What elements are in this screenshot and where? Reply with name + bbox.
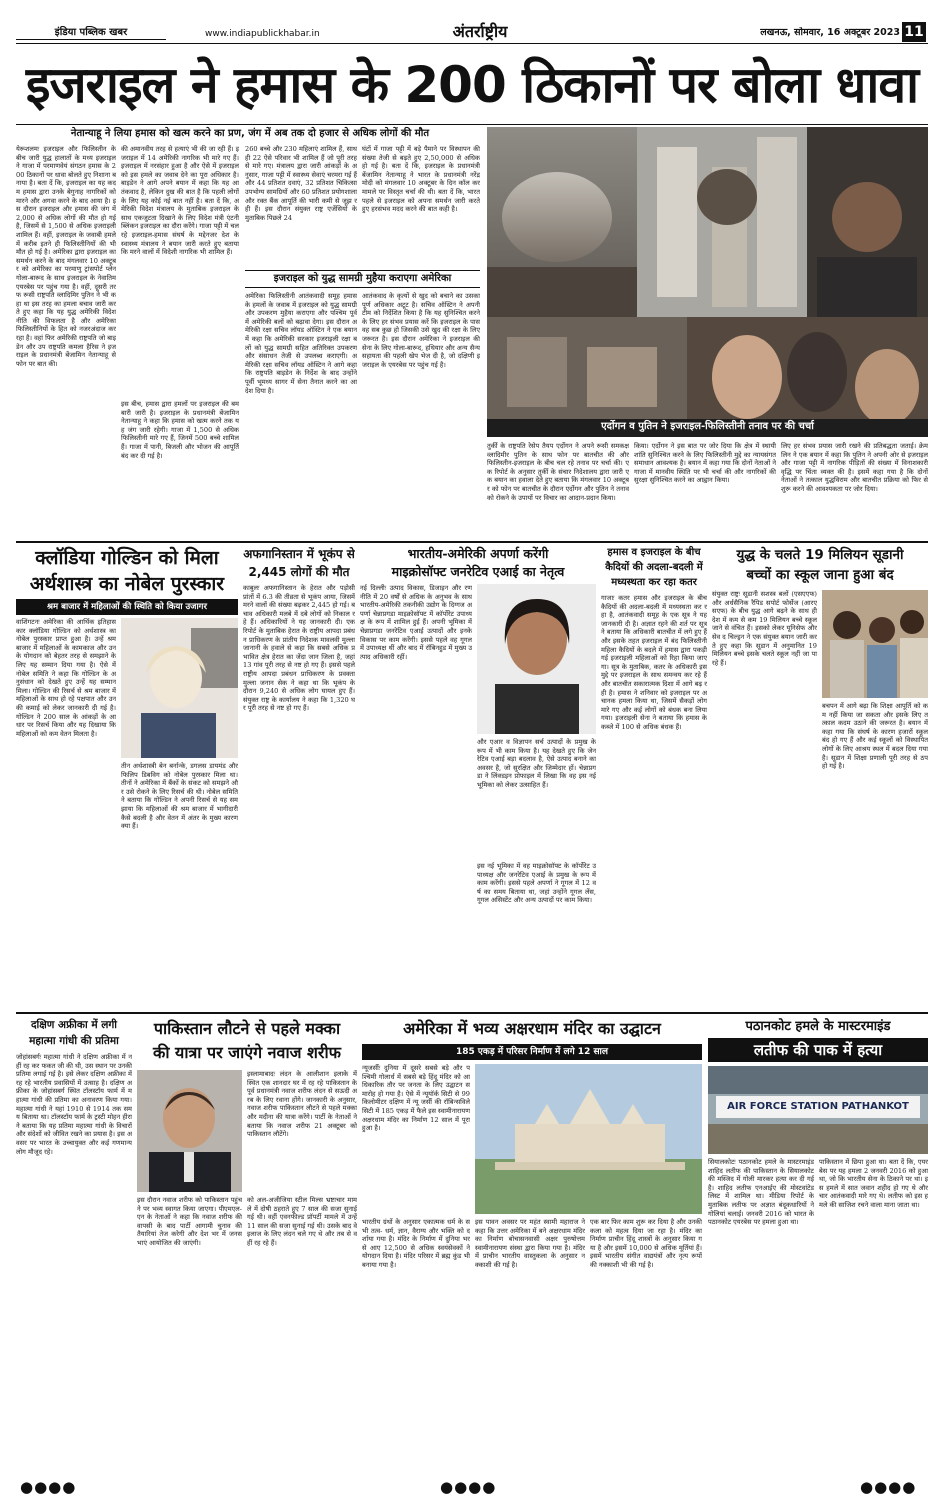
pathankot-headline-1: पठानकोट हमले के मास्टरमाइंड <box>745 1019 891 1034</box>
prisoners-body: गाजाः कतर हमास और इजराइल के बीच कैदियों की अदला-बदली में मध्यस्थता कर रहा है, आतंकवादी समूह के एक सूत्र ने यह जानकारी दी है। अज्ञात रहने की शर्त पर सूत्र ने बताया कि अधिकारी बातचीत में लगे हुए हैं और इसके तहत इजराइल में बंद फिलिस्तीनी महिला कैदियों के बदले में हमास द्वारा पकड़ी गई इजराइली महिलाओं को रिहा किया जाएगा। सूत्र के मुताबिक, कतर के अधिकारी इस मुद्दे पर इजराइल के साथ समन्वय कर रहे हैं और बातचीत सकारात्मक दिशा में आगे बढ़ रही है। हमास ने शनिवार को इजराइल पर अचानक हमला किया था, जिसमें सैकड़ों लोग मारे गए और कई लोगों को बंधक बना लिया गया। इजराइली सेना ने बताया कि हमास के कब्जे में 100 से अधिक बंधक हैं। <box>601 594 707 731</box>
lead-col-1: येरूशलमः इजराइल और फिलिस्तीन के बीच जारी युद्ध हालातों के मध्य इजराइल ने गाजा में परमाणवेयं संगठन हमास के 200 ठिकानों पर धावा बोलते हुए निशाना बनाया है। बता दें कि, इजराइल का यह कदम हमास द्वारा उनके बेगुनाह नागरिकों को मारने और अगवा करने के बाद आया है। इस दौरान इजराइल और हमास की जंग में 2,000 से अधिक लोगों की मौत हो गई है, जिसमें से 1,500 से अधिक इजराइली शामिल हैं। वहीं, इजराइल के जवाबी हमले में करीब इतने ही फिलिस्तीनियों की भी मौत हो गई है। अमेरिका द्वारा इजराइल का समर्थन करने के बाद मंगलवार 10 अक्टूबर को अमेरिका का परमाणु ट्रांसपोर्ट प्लेन गोला-बारूद के साथ इजराइल के नेवातिम एयरबेस पर पहुंच गया है। वहीं, दूसरी तरफ रूसी राष्ट्रपति व्लादिमिर पुतिन ने भी कहा था इस तरह का हमला बचाव जारी करते हुए कहा कि यह युद्ध अमेरिकी विदेश नीति की विफलता है और अमेरिका फिलिस्तीनियों के हित को नजरअंदाज कर रहा है। वहां फिर अमेरिकी राष्ट्रपति जो बाइडेन और उप राष्ट्रपति कमला हैरिस ने इजराइल के प्रधानमंत्री बेंजामिन नेतान्याहू से फोन पर बात की। <box>16 145 116 368</box>
sudan-headline-2: बच्चों का स्कूल जाना हुआ बंद <box>746 567 894 583</box>
prisoners-headline-3: मध्यस्थता कर रहा कतर <box>611 577 697 588</box>
lead-photo <box>487 127 928 437</box>
aparna-headline-1: भारतीय-अमेरिकी अपर्णा करेंगी <box>407 546 549 561</box>
lead-headline: इजराइल ने हमास के 200 ठिकानों पर बोला धावा <box>25 56 919 114</box>
top-bar <box>0 0 945 44</box>
nobel-photo-art <box>121 618 238 758</box>
pathankot-body-2: पाकिस्तान में छिपा हुआ था। बता दें कि, एयरबेस पर यह हमला 2 जनवरी 2016 को हुआ था, जो कि भारतीय सेना के ठिकाने पर था। इस हमले में सात जवान शहीद हो गए थे और चार आतंकवादी मारे गए थे। लतीफ को इस हमले की साजिश रचने वाला माना जाता था। <box>819 1158 928 1209</box>
section-rule-1 <box>16 541 928 543</box>
erdogan-col-3: लिए हर संभव प्रयास जारी रखने की प्रतिबद्धता जताई। क्रेमलिन ने एक बयान में कहा कि पुतिन ने अपनी ओर से इजराइल और गाजा पट्टी में नागरिक पीड़ितों की संख्या में विनाशकारी वृद्धि पर चिंता व्यक्त की है। इसमें कहा गया है कि दोनों नेताओं ने तत्काल युद्धविराम और बातचीत प्रक्रिया को फिर से शुरू करने की आवश्यकता पर जोर दिया। <box>781 442 928 493</box>
aparna-body-3: इस नई भूमिका में वह माइक्रोसॉफ्ट के कॉर्पोरेट उपाध्यक्ष और जनरेटिव एआई के प्रमुख के रूप में काम करेंगी। इससे पहले अपर्णा ने गूगल में 12 वर्ष का समय बिताया था, जहां उन्होंने गूगल लेंस, गूगल असिस्टेंट और अन्य उत्पादों पर काम किया। <box>477 862 596 905</box>
gandhi-headline-2: महात्मा गांधी की प्रतिमा <box>29 1035 119 1047</box>
sudan-photo-art <box>822 590 928 698</box>
akshardham-photo <box>475 1064 702 1214</box>
nobel-headline-2: अर्थशास्त्र का नोबेल पुरस्कार <box>29 573 225 595</box>
issue-date: लखनऊ, सोमवार, 16 अक्टूबर 2023 <box>760 27 900 38</box>
nobel-subhead: श्रम बाजार में महिलाओं की स्थिति को किया उजागर <box>47 602 207 612</box>
aparna-photo <box>477 584 596 734</box>
lead-col-3: 260 बच्चे और 230 महिलाएं शामिल हैं, साथ ही 22 ऐसे परिवार भी शामिल हैं जो पूरी तरह से मारे गए। मंत्रालय द्वारा जारी आंकड़ों के अनुसार, गाजा पट्टी में स्वास्थ्य सेवाएं चरमरा गई हैं और 44 प्रतिशत दवाएं, 32 प्रतिशत चिकित्सा उपभोग्य सामग्रियों और 60 प्रतिशत प्रयोगशाला और रक्त बैंक आपूर्ति की भारी कमी से जूझ रही हैं। इस दौरान संयुक्त राष्ट्र एजेंसियों के मुताबिक पिछले 24 <box>245 145 357 222</box>
section-rule-2 <box>16 1012 928 1014</box>
page-number: 11 <box>904 24 924 40</box>
afghan-headline-1: अफगानिस्तान में भूकंप से <box>243 547 355 561</box>
nobel-body-2: तीन अर्थशास्त्री बेन बर्नान्के, डगलस डायमंड और फिलिप डिबविग को नोबेल पुरस्कार मिला था। तीनों ने अमेरिका में बैंकों के संकट को समझने और उसे रोकने के लिए रिसर्च की थी। नोबेल समिति ने बताया कि गोल्डिन ने अपनी रिसर्च से यह समझाया कि महिलाओं की श्रम बाजार में भागीदारी कैसे बदली है और वेतन में अंतर के मुख्य कारण क्या हैं। <box>121 762 238 831</box>
aparna-headline-2: माइक्रोसॉफ्ट जनरेटिव एआई का नेतृत्व <box>391 564 565 579</box>
aparna-body: नई दिल्लीः उत्पाद विकास, डिजाइन और रणनीति में 20 वर्षों से अधिक के अनुभव के साथ भारतीय-अमेरिकी तकनीकी उद्योग के दिग्गज अपर्णा चेन्नाप्रगडा माइक्रोसॉफ्ट में कॉर्पोरेट उपाध्यक्ष के रूप में शामिल हुई हैं। अपनी भूमिका में चेन्नाप्रगडा जनरेटिव एआई उत्पादों और इनके विकास पर काम करेंगी। इससे पहले वह गूगल में उपाध्यक्ष थीं और बाद में रॉबिनहुड में मुख्य उत्पाद अधिकारी रहीं। <box>360 584 472 661</box>
page-number-box <box>902 22 926 42</box>
section-title: अंतर्राष्ट्रीय <box>452 22 508 41</box>
lead-col-4: घंटों में गाजा पट्टी में बड़े पैमाने पर विस्थापन की संख्या तेजी से बढ़ते हुए 2,50,000 से अधिक हो गई है। बता दें कि, इजराइल के प्रधानमंत्री बेंजामिन नेतान्याहू ने भारत के प्रधानमंत्री नरेंद्र मोदी को मंगलवार 10 अक्टूबर के दिन कॉल कर मामले पर विस्तृत चर्चा की थी। बता दें कि, भारत पहले से इजराइल को अपना समर्थन जारी करते हुए हरसंभव मदद करने की बात कही है। <box>362 145 480 214</box>
nawaz-body-1: इस्लामाबादः लंदन के आलीशान इलाके में स्थित एक शानदार घर में रह रहे पाकिस्तान के पूर्व प्रधानमंत्री नवाज शरीफ लंदन से सऊदी अरब के लिए रवाना होंगे। जानकारी के अनुसार, नवाज शरीफ पाकिस्तान लौटने से पहले मक्का और मदीना की यात्रा करेंगे। पार्टी के नेताओं ने बताया कि नवाज शरीफ 21 अक्टूबर को पाकिस्तान लौटेंगे। <box>247 1070 357 1139</box>
nawaz-body-3: को अल-अजीजिया स्टील मिल्स भ्रष्टाचार मामले में दोषी ठहराते हुए 7 साल की सजा सुनाई गई थी। वहीं एवनफील्ड प्रॉपर्टी मामले में उन्हें 11 साल की सजा सुनाई गई थी। उसके बाद वे इलाज के लिए लंदन चले गए थे और तब से वहीं रह रहे हैं। <box>247 1196 357 1247</box>
lead-col-2b: इस बीच, हमास द्वारा हमलों पर इजराइल की बमबारी जारी है। इजराइल के प्रधानमंत्री बेंजामिन नेतान्याहू ने कहा कि हमास को खत्म करने तक यह जंग जारी रहेगी। गाजा में 1,500 से अधिक फिलिस्तीनी मारे गए हैं, जिनमें 500 बच्चे शामिल हैं। गाजा में पानी, बिजली और भोजन की आपूर्ति बंद कर दी गई है। <box>121 400 239 460</box>
nawaz-photo <box>137 1070 242 1192</box>
lead-photo-caption: एर्दोगन व पुतिन ने इजराइल-फिलिस्तीनी तनाव पर की चर्चा <box>601 421 814 432</box>
akshardham-headline: अमेरिका में भव्य अक्षरधाम मंदिर का उद्घाटन <box>403 1019 661 1038</box>
bottom-dots-mid: ●●●● <box>440 1478 497 1496</box>
afghan-headline-2: 2,445 लोगों की मौत <box>248 565 350 579</box>
prisoners-headline-1: हमास व इजराइल के बीच <box>607 547 701 558</box>
nawaz-photo-art <box>137 1070 242 1192</box>
nawaz-body-2: इस दौरान नवाज शरीफ को पाकिस्तान पहुंचने पर भव्य स्वागत किया जाएगा। पीएमएल-एन के नेताओं ने कहा कि नवाज शरीफ की वापसी के बाद पार्टी आगामी चुनाव की तैयारियां तेज करेगी और देश भर में जनसभाएं आयोजित की जाएंगी। <box>137 1196 242 1247</box>
akshardham-body-3: भारतीय ग्रंथों के अनुसार एकात्मक धर्म के सभी तत्व- धर्म, ज्ञान, वैराग्य और भक्ति को दर्शाया गया है। मंदिर के निर्माण में दुनिया भर से आए 12,500 से अधिक स्वयंसेवकों ने योगदान दिया है। मंदिर परिसर में ब्रह्म कुंड भी बनाया गया है। <box>362 1218 470 1269</box>
erdogan-col-2: किया। एर्दोगन ने इस बात पर जोर दिया कि क्षेत्र में स्थायी शांति सुनिश्चित करने के लिए फिलिस्तीनी मुद्दे का न्यायसंगत समाधान आवश्यक है। बयान में कहा गया कि दोनों नेताओं ने गाजा में मानवीय स्थिति पर भी चर्चा की और नागरिकों की सुरक्षा सुनिश्चित करने का आह्वान किया। <box>634 442 776 485</box>
bottom-dots-left: ●●●● <box>20 1478 77 1496</box>
brand-box <box>16 26 166 40</box>
aparna-body-2: और एआर व विज्ञापन सर्च उत्पादों के प्रमुख के रूप में भी काम किया है। यह देखते हुए कि जेनरेटिव एआई बड़ा बदलाव है, ऐसे उत्पाद बनाने का अवसर है, जो सुरक्षित और जिम्मेदार हों। चेन्नाप्रगडा ने लिंक्डइन प्रोफाइल में लिखा कि वह इस नई भूमिका को लेकर उत्साहित हैं। <box>477 738 596 789</box>
akshardham-body-4: एक बार फिर काम शुरू कर दिया है और उनकी कला को महत्व दिया जा रहा है। मंदिर का निर्माण प्राचीन हिंदू शास्त्रों के अनुसार किया गया है और इसमें 10,000 से अधिक मूर्तियां हैं। इसमें भारतीय संगीत वाद्ययंत्रों और नृत्य रूपों की नक्काशी भी की गई है। <box>590 1218 702 1269</box>
lead-col-3b: अमेरिका फिलिस्तीनी आतंकवादी समूह हमास के हमलों के जवाब में इजराइल को युद्ध सामग्री और उपकरण मुहैया कराएगा और पश्चिम पूर्व में अमेरिकी बलों को बढ़ावा देगा। इस दौरान अमेरिकी रक्षा सचिव लॉयड ऑस्टिन ने एक बयान में कहा कि अमेरिकी सरकार इजराइली रक्षा बलों को युद्ध सामग्री सहित अतिरिक्त उपकरण और संसाधन तेजी से उपलब्ध कराएगी। अमेरिकी रक्षा सचिव लॉयड ऑस्टिन ने आगे कहा कि राष्ट्रपति बाइडेन के निर्देश के बाद उन्होंने पूर्वी भूमध्य सागर में सेना तैनात करने का आदेश दिया है। <box>245 292 357 395</box>
akshardham-body-1: न्यूजर्सीः दुनिया में दूसरे सबसे बड़े और पश्चिमी गोलार्ध में सबसे बड़े हिंदू मंदिर को आधिकारिक तौर पर जनता के लिए उद्घाटन समारोह हो गया है। ऐसे में न्यूयॉर्क सिटी से 99 किलोमीटर दक्षिण में न्यू जर्सी की रॉबिन्सविले सिटी में 185 एकड़ में फैले इस स्वामीनारायण अक्षरधाम मंदिर का निर्माण 12 साल में पूरा हुआ है। <box>362 1064 470 1133</box>
lead-photo-art <box>487 127 928 437</box>
akshardham-body-2: इस पावन अवसर पर महंत स्वामी महाराज ने कहा कि उत्तर अमेरिका में बने अक्षरधाम मंदिर का निर्माण बोचासनवासी अक्षर पुरुषोत्तम स्वामीनारायण संस्था द्वारा किया गया है। मंदिर में प्राचीन भारतीय वास्तुकला के अनुसार नक्काशी की गई है। <box>475 1218 585 1269</box>
nobel-photo <box>121 618 238 758</box>
nobel-headline-1: क्लॉडिया गोल्डिन को मिला <box>35 547 219 569</box>
prisoners-headline-2: कैदियों की अदला-बदली में <box>605 562 703 573</box>
sudan-photo <box>822 590 928 698</box>
nobel-subhead-box <box>16 599 238 615</box>
gandhi-body: जोहांसबर्गः महात्मा गांधी ने दक्षिण अफ्रीका में नहीं रह कर फकत जी की थी, उस स्थान पर उनकी प्रतिमा लगाई गई है। इसे लेकर दक्षिण अफ्रीका में रह रहे भारतीय प्रवासियों में उत्साह है। दक्षिण अफ्रीका के जोहांसबर्ग स्थित टॉलस्टॉय फार्म में महात्मा गांधी की प्रतिमा का अनावरण किया गया। महात्मा गांधी ने यहां 1910 से 1914 तक समय बिताया था। टॉलस्टॉय फार्म के ट्रस्टी मोहन हीरा ने बताया कि यह प्रतिमा महात्मा गांधी के विचारों और संदेशों को जीवित रखने का प्रयास है। इस अवसर पर भारत के उच्चायुक्त और कई गणमान्य लोग मौजूद रहे। <box>16 1053 132 1156</box>
lead-subsection-title: इजराइल को युद्ध सामग्री मुहैया कराएगा अमेरिका <box>273 273 452 284</box>
headline-rule <box>16 124 928 125</box>
nobel-body-1: वाशिंगटनः अमेरिका की आर्थिक इतिहासकार क्लॉडिया गोल्डिन को अर्थशास्त्र का नोबेल पुरस्कार प्राप्त हुआ है। उन्हें श्रम बाजार में महिलाओं के कामकाज और उनके योगदान को बेहतर तरह से समझाने के लिए यह सम्मान दिया गया है। ऐसे में नोबेल समिति ने कहा कि गोल्डिन के अनुसंधान को देखते हुए उन्हें यह सम्मान मिला। गोल्डिन की रिसर्च से श्रम बाजार में महिलाओं के साथ हो रहे पक्षपात और उनकी कमाई को लेकर जानकारी दी गई है। गोल्डिन ने 200 साल के आंकड़ों के आधार पर रिसर्च किया और यह दिखाया कि महिलाओं को कम वेतन मिलता है। <box>16 618 116 738</box>
pathankot-body-1: सियालकोटः पठानकोट हमले के मास्टरमाइंड शाहिद लतीफ की पाकिस्तान के सियालकोट की मस्जिद में गोली मारकर हत्या कर दी गई है। शाहिद लतीफ एनआईए की मोस्टवांटेड लिस्ट में शामिल था। मीडिया रिपोर्ट के मुताबिक लतीफ पर अज्ञात बंदूकधारियों ने गोलियां चलाईं। जनवरी 2016 को भारत के पठानकोट एयरबेस पर हमला हुआ था। <box>708 1158 814 1227</box>
pathankot-photo <box>708 1066 928 1154</box>
pathankot-photo-sign: AIR FORCE STATION PATHANKOT <box>727 1101 909 1112</box>
site-url[interactable]: www.indiapublickhabar.in <box>205 29 320 39</box>
brand-name: इंडिया पब्लिक खबर <box>54 27 128 38</box>
pathankot-headline-2: लतीफ की पाक में हत्या <box>753 1041 883 1059</box>
sudan-headline-1: युद्ध के चलते 19 मिलियन सूडानी <box>736 547 904 563</box>
nawaz-headline-1: पाकिस्तान लौटने से पहले मक्का <box>153 1019 341 1038</box>
akshardham-photo-art <box>475 1064 702 1214</box>
afghan-body: काबुलः अफगानिस्तान के हेरात और पड़ोसी प्रांतों में 6.3 की तीव्रता से भूकंप आया, जिसमें मरने वालों की संख्या बढ़कर 2,445 हो गई। बचाव अधिकारी मलबे में दबे लोगों को निकाल रहे हैं। अधिकारियों ने यह जानकारी दी। एक रिपोर्ट के मुताबिक हेरात के राष्ट्रीय आपदा प्रबंधन प्राधिकरण के प्रांतीय निदेशक मावलवी मुल्ला जानानी के हवाले से कहा कि सबसे अधिक प्रभावित क्षेत्र हेरात का जेंदा जान जिला है, जहां 13 गांव पूरी तरह से नष्ट हो गए हैं। इससे पहले राष्ट्रीय आपदा प्रबंधन प्राधिकरण के प्रवक्ता मुल्ला जनान सेक ने कहा था कि भूकंप के दौरान 9,240 से अधिक लोग घायल हुए हैं। संयुक्त राष्ट्र के कार्यालय ने कहा कि 1,320 घर पूरी तरह से नष्ट हो गए हैं। <box>243 584 355 713</box>
erdogan-col-1: तुर्की के राष्ट्रपति रेसेप तैयप एर्दोगन ने अपने रूसी समकक्ष व्लादिमीर पुतिन के साथ फोन पर बातचीत की और फिलिस्तीन-इजराइल के बीच चल रहे तनाव पर चर्चा की। एक रिपोर्ट के अनुसार तुर्की के संचार निदेशालय द्वारा जारी एक बयान का हवाला देते हुए बताया कि मंगलवार 10 अक्टूबर को फोन पर बातचीत के दौरान एर्दोगन और पुतिन ने तनाव को रोकने के उपायों पर विचार का आदान-प्रदान किया। <box>487 442 629 502</box>
pathankot-headline-box <box>708 1038 928 1062</box>
nawaz-headline-2: की यात्रा पर जाएंगे नवाज शरीफ <box>153 1043 341 1062</box>
top-rule <box>16 43 928 44</box>
sudan-body: संयुक्त राष्ट्रः सूडानी सशस्त्र बलों (एसएएफ) और अर्धसैनिक रैपिड सपोर्ट फोर्सेज (आरएसएफ) के बीच युद्ध आगे बढ़ने के साथ ही देश में कम से कम 19 मिलियन बच्चे स्कूल जाने से वंचित हैं। इसको लेकर यूनिसेफ और सेव द चिल्ड्रन ने एक संयुक्त बयान जारी करते हुए कहा कि सूडान में अनुमानित 19 मिलियन बच्चे इसके चलते स्कूल नहीं जा पा रहे हैं। <box>712 590 817 667</box>
akshardham-subhead-box <box>362 1044 702 1060</box>
lead-col-4b: आतंकवाद के कृत्यों से खुद को बचाने का उसका पूर्ण अधिकार अटूट है। सचिव ऑस्टिन ने अपनी टीम को निर्देशित किया है कि यह सुनिश्चित करने के लिए हर संभव प्रयास करें कि इजराइल के पास वह सब कुछ हो जिसकी उसे खुद की रक्षा के लिए जरूरत है। इस दौरान अमेरिका ने इजराइल की सेना के लिए गोला-बारूद, हथियार और अन्य सैन्य सहायता की पहली खेप भेज दी है, जो दक्षिणी इजराइल के एयरबेस पर पहुंच गई है। <box>362 292 480 369</box>
lead-col-2: की अमानवीय तरह से हत्याएं भी की जा रही हैं। इजराइल में 14 अमेरिकी नागरिक भी मारे गए हैं। इजराइल में नरसंहार हुआ है और ऐसे में इजराइल को इस हमले का जवाब देने का पूरा अधिकार है। बाइडेन ने आगे अपने बयान में कहा कि यह आतंकवाद है, लेकिन दुख की बात है कि पहली लोगों के लिए यह कोई नई बात नहीं है। बता दें कि, अमेरिकी विदेश मंत्रालय के मुताबिक इजराइल के साथ एकजुटता दिखाने के लिए विदेश मंत्री एंटनी ब्लिंकन इजराइल का दौरा करेंगे। गाजा पट्टी में चल रहे इजराइल-हमास संघर्ष के मद्देनजर देश के स्वास्थ्य मंत्रालय ने बयान जारी करते हुए बताया कि मरने वालों में विदेशी नागरिक भी शामिल हैं। <box>121 145 239 257</box>
sudan-body-2: बचपन में आगे बढ़ा कि शिक्षा आपूर्ति को कम नहीं किया जा सकता और इसके लिए तत्काल कदम उठाने की जरूरत है। बयान में कहा गया कि संघर्ष के कारण हजारों स्कूल बंद हो गए हैं और कई स्कूलों को विस्थापित लोगों के लिए आश्रय स्थल में बदल दिया गया है। सूडान में शिक्षा प्रणाली पूरी तरह से ठप हो गई है। <box>822 702 928 771</box>
lead-subsection-box <box>245 270 480 288</box>
lead-subhead: नेतान्याहू ने लिया हमास को खत्म करने का प्रण, जंग में अब तक दो हजार से अधिक लोगों की मौत <box>70 128 430 139</box>
gandhi-headline-1: दक्षिण अफ्रीका में लगी <box>30 1019 118 1031</box>
aparna-photo-art <box>477 584 596 734</box>
akshardham-subhead: 185 एकड़ में परिसर निर्माण में लगे 12 साल <box>456 1047 608 1057</box>
bottom-dots-right: ●●●● <box>860 1478 917 1496</box>
